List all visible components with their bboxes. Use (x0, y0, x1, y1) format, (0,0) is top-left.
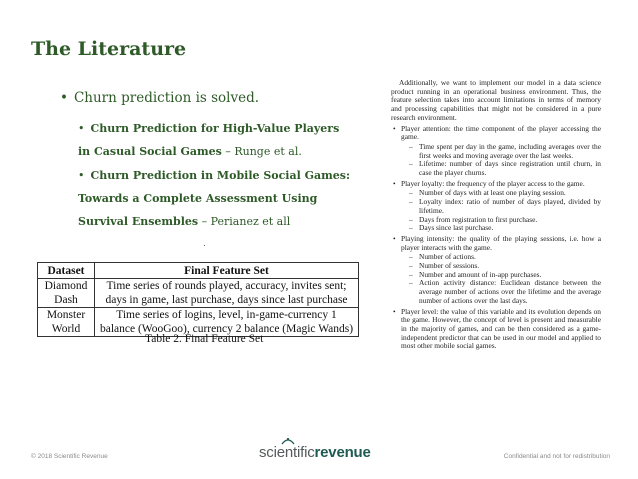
sub-bullet-title: Churn Prediction for High-Value Players in Casual Social Games (78, 122, 340, 158)
list-item-text: Player attention: the time component of the player accessing the game. (401, 123, 601, 142)
sub-bullet-title: Churn Prediction in Mobile Social Games: Towards a Complete Assessment Using Survival Ensembles (78, 169, 351, 228)
paper-feature-list (391, 125, 601, 352)
table-cell-features: Time series of logins, level, in-game-currency 1 balance (WooGoo), currency 2 balance (Magic Wands) (95, 308, 359, 337)
table-cell-dataset: Monster World (38, 308, 95, 337)
list-item: – Lifetime: number of days since registration until churn, in case the player churns. (401, 160, 601, 177)
main-bullet (60, 90, 259, 106)
list-item: – Number of actions. (401, 253, 601, 262)
copyright-text: © 2018 Scientific Revenue (31, 453, 108, 460)
confidential-text: Confidential and not for redistribution (503, 453, 610, 460)
list-item (391, 125, 601, 178)
list-item (391, 235, 601, 306)
list-item: – Days since last purchase. (401, 224, 601, 233)
list-item: – Number of sessions. (401, 262, 601, 271)
table-header-cell: Dataset (38, 263, 95, 279)
list-item: – Number and amount of in-app purchases. (401, 271, 601, 280)
main-bullet-text: Churn prediction is solved. (73, 90, 260, 106)
list-item: – Loyalty index: ratio of number of days played, divided by lifetime. (401, 198, 601, 215)
sub-list (401, 253, 601, 305)
list-item-text: Player loyalty: the frequency of the player access to the game. (401, 178, 585, 188)
stray-mark: . (203, 238, 206, 249)
sub-list (401, 189, 601, 233)
list-item: – Number of days with at least one playing session. (401, 189, 601, 198)
logo-text-scientific: scientific (259, 444, 315, 461)
paper-intro: Additionally, we want to implement our model in a data science product running in an operational business environment. Thus, the feature selection takes into account limitations in terms of memory and processing capabilities that might not be considered in a pure research environment. (391, 78, 601, 122)
sub-bullet-author: – Perianez et all (198, 215, 291, 228)
sub-bullet-author: – Runge et al. (221, 145, 302, 158)
company-logo (259, 444, 371, 461)
list-item: – Time spent per day in the game, including averages over the first weeks and moving average over the last weeks. (401, 143, 601, 160)
list-item-text: Playing intensity: the quality of the playing sessions, i.e. how a player interacts with the game. (401, 233, 601, 252)
bullet-dot-icon: • (78, 169, 85, 182)
logo-text-revenue: revenue (314, 444, 371, 461)
bullet-dot-icon: • (60, 90, 68, 106)
table-header-row (38, 263, 359, 279)
sub-list (401, 143, 601, 178)
table-caption: Table 2. Final Feature Set (145, 333, 264, 345)
list-item: – Action activity distance: Euclidean distance between the average number of actions over the lifetime and the average number of actions over the last days. (401, 279, 601, 305)
feature-set-table (37, 262, 359, 337)
list-item (391, 180, 601, 233)
table-cell-features: Time series of rounds played, accuracy, invites sent; days in game, last purchase, days since last purchase (95, 279, 359, 308)
list-item: – Days from registration to first purchase. (401, 216, 601, 225)
table-cell-dataset: Diamond Dash (38, 279, 95, 308)
list-item-text: Player level: the value of this variable and its evolution depends on the game. However, the concept of level is present and measurable in the majority of games, and can be then considered as a game-independent predictor that can be used in our model and applied to most other mobile social games. (401, 306, 601, 351)
bullet-dot-icon: • (78, 122, 85, 135)
slide-title: The Literature (31, 38, 187, 60)
sub-bullet-runge (78, 117, 353, 163)
table-row (38, 279, 359, 308)
table-header-cell: Final Feature Set (95, 263, 359, 279)
list-item (391, 308, 601, 352)
paper-excerpt (391, 79, 601, 351)
sub-bullet-perianez (78, 164, 353, 233)
